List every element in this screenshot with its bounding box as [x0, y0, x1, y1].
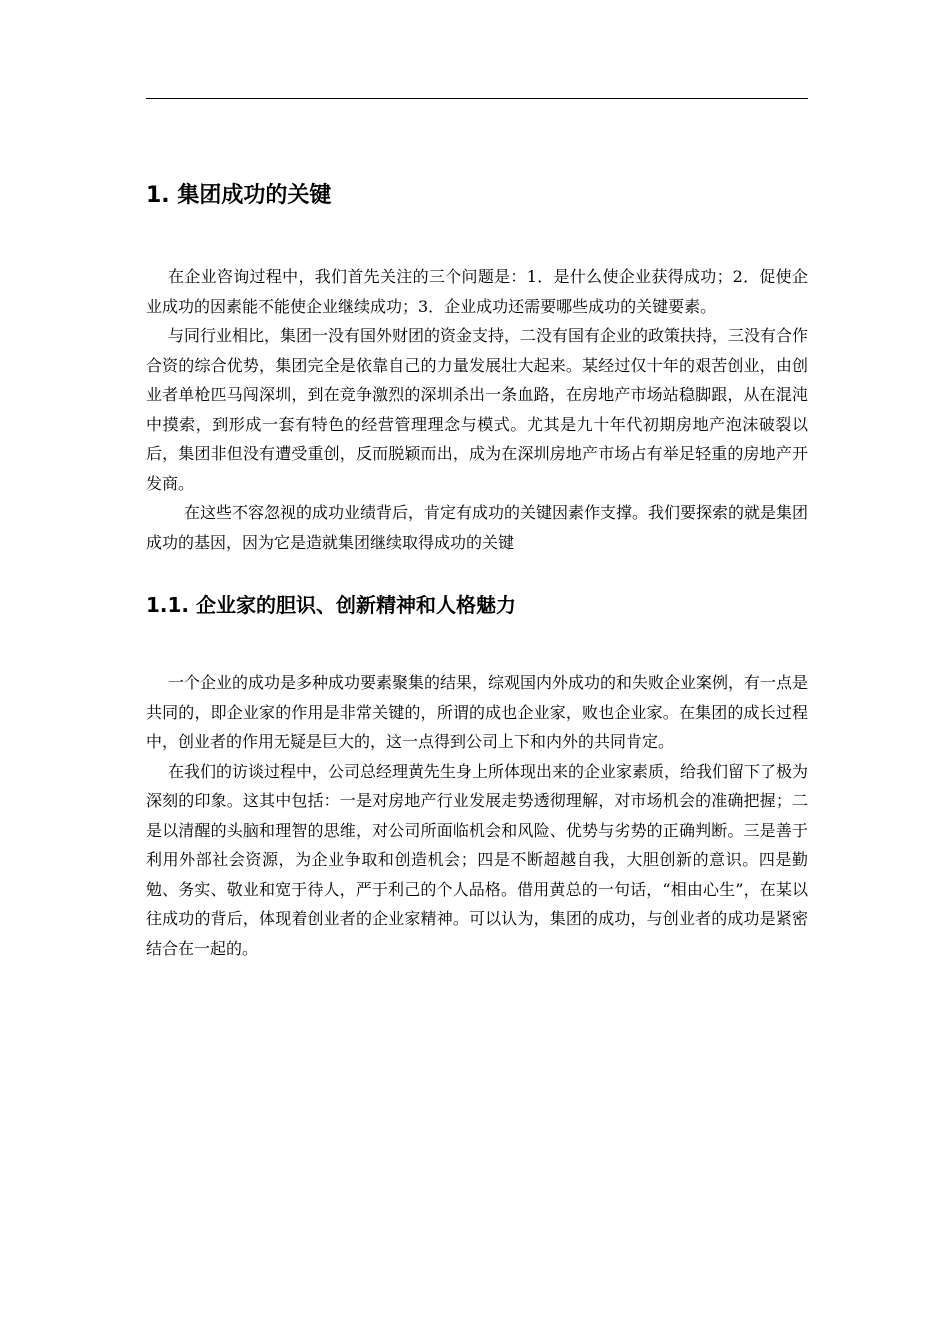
section-title: 1. 集团成功的关键	[146, 183, 332, 208]
subsection-paragraph-2: 在我们的访谈过程中，公司总经理黄先生身上所体现出来的企业家素质，给我们留下了极为深刻的印象。这其中包括：一是对房地产行业发展走势透彻理解，对市场机会的准确把握；二是以清醒的头脑和理智的思维，对公司所面临机会和风险、优势与劣势的正确判断。三是善于利用外部社会资源，为企业争取和创造机会；四是不断超越自我，大胆创新的意识。四是勤勉、务实、敬业和宽于待人，严于利己的个人品格。借用黄总的一句话，“相由心生”，在某以往成功的背后，体现着创业者的企业家精神。可以认为，集团的成功，与创业者的成功是紧密结合在一起的。	[146, 761, 809, 958]
header-rule	[146, 98, 808, 99]
subsection-title: 1.1. 企业家的胆识、创新精神和人格魅力	[146, 593, 516, 617]
section-paragraph-1: 在企业咨询过程中，我们首先关注的三个问题是：1．是什么使企业获得成功；2．促使企业成功的因素能不能使企业继续成功；3．企业成功还需要哪些成功的关键要素。	[146, 267, 808, 316]
section-paragraph-2: 与同行业相比，集团一没有国外财团的资金支持，二没有国有企业的政策扶持，三没有合作合资的综合优势，集团完全是依靠自己的力量发展壮大起来。某经过仅十年的艰苦创业，由创业者单枪匹马闯深圳，到在竞争激烈的深圳杀出一条血路，在房地产市场站稳脚跟，从在混沌中摸索，到形成一套有特色的经营管理理念与模式。尤其是九十年代初期房地产泡沫破裂以后，集团非但没有遭受重创，反而脱颖而出，成为在深圳房地产市场占有举足轻重的房地产开发商。	[146, 326, 809, 493]
document-content	[146, 170, 808, 963]
subsection-paragraph-1: 一个企业的成功是多种成功要素聚集的结果，综观国内外成功的和失败企业案例，有一点是共同的，即企业家的作用是非常关键的，所谓的成也企业家，败也企业家。在集团的成长过程中，创业者的作用无疑是巨大的，这一点得到公司上下和内外的共同肯定。	[146, 673, 809, 751]
section-paragraph-3: 在这些不容忽视的成功业绩背后，肯定有成功的关键因素作支撑。我们要探索的就是集团成功的基因，因为它是造就集团继续取得成功的关键	[146, 503, 809, 552]
